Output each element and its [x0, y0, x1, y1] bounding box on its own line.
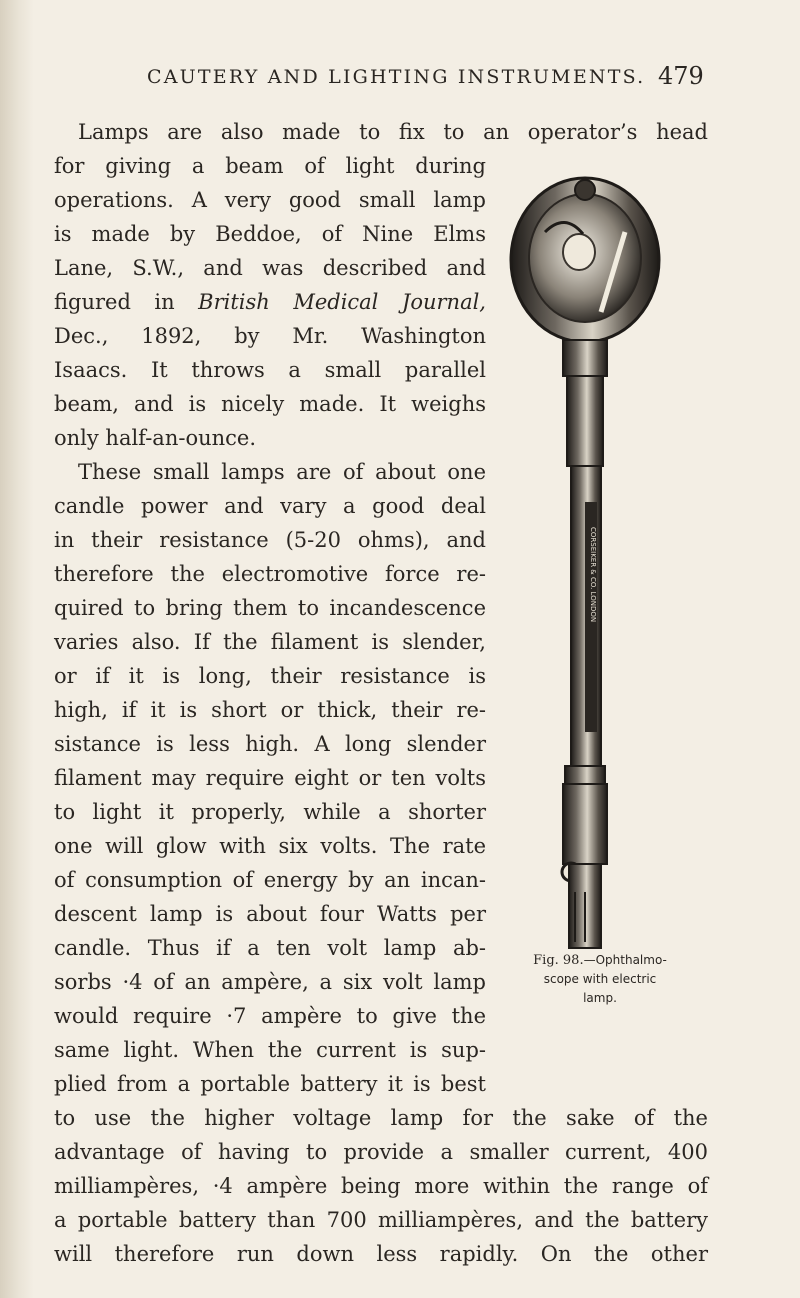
lamp-handle	[562, 340, 607, 948]
text-line: plied from a portable battery it is best	[54, 1072, 486, 1096]
caption-line-3: lamp.	[583, 991, 617, 1005]
text-line: is made by Beddoe, of Nine Elms	[54, 222, 486, 246]
caption-line-1: Fig. 98.—Ophthalmo-	[533, 953, 667, 968]
journal-title: British Medical Journal,	[198, 290, 486, 314]
text-line: milliampères, ·4 ampère being more within the range of	[54, 1174, 708, 1198]
text-line: same light. When the current is sup-	[54, 1038, 486, 1062]
text-line: Dec., 1892, by Mr. Washington	[54, 324, 486, 348]
text-line: high, if it is short or thick, their re-	[54, 698, 486, 722]
text-line: operations. A very good small lamp	[54, 188, 486, 212]
reflector-head	[511, 178, 659, 342]
text-line: candle power and vary a good deal	[54, 494, 486, 518]
text-line: candle. Thus if a ten volt lamp ab-	[54, 936, 486, 960]
page-number: 479	[658, 62, 704, 90]
text-line: Lane, S.W., and was described and	[54, 256, 486, 280]
text-line: Lamps are also made to fix to an operator’s head	[78, 120, 708, 144]
text-line: quired to bring them to incandescence	[54, 596, 486, 620]
text-line: a portable battery than 700 milliampères, and the battery	[54, 1208, 708, 1232]
text-line: or if it is long, their resistance is	[54, 664, 486, 688]
running-title: CAUTERY AND LIGHTING INSTRUMENTS.	[147, 66, 646, 88]
text-line: only half-an-ounce.	[54, 426, 257, 450]
text-line: for giving a beam of light during	[54, 154, 486, 178]
text-line: in their resistance (5-20 ohms), and	[54, 528, 486, 552]
page-spine-shadow	[0, 0, 34, 1298]
text-line: sorbs ·4 of an ampère, a six volt lamp	[54, 970, 486, 994]
svg-text:CORSEIKER & CO. LONDON: CORSEIKER & CO. LONDON	[589, 527, 597, 623]
text-line: Isaacs. It throws a small parallel	[54, 358, 486, 382]
text-line: to light it properly, while a shorter	[54, 800, 486, 824]
text-line: therefore the electromotive force re-	[54, 562, 486, 586]
text-line: to use the higher voltage lamp for the sake of the	[54, 1106, 708, 1130]
text-line: beam, and is nicely made. It weighs	[54, 392, 486, 416]
text-line: advantage of having to provide a smaller current, 400	[54, 1140, 708, 1164]
ophthalmoscope-lamp-illustration	[505, 172, 663, 952]
figure-caption	[500, 951, 700, 1008]
text-line: sistance is less high. A long slender	[54, 732, 486, 756]
caption-line-2: scope with electric	[543, 972, 657, 986]
text-line: one will glow with six volts. The rate	[54, 834, 486, 858]
text-line: figured in British Medical Journal,	[54, 290, 486, 314]
text-line: will therefore run down less rapidly. On the other	[54, 1242, 708, 1266]
text-line: would require ·7 ampère to give the	[54, 1004, 486, 1028]
text-line: varies also. If the filament is slender,	[54, 630, 486, 654]
text-line: These small lamps are of about one	[78, 460, 486, 484]
text-line: of consumption of energy by an incan-	[54, 868, 486, 892]
text-line: filament may require eight or ten volts	[54, 766, 486, 790]
text-line: descent lamp is about four Watts per	[54, 902, 486, 926]
